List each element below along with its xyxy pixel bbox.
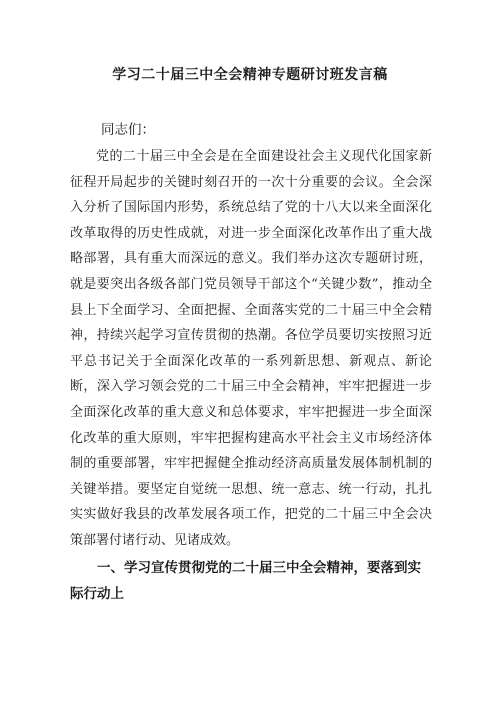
document-title: 学习二十届三中全会精神专题研讨班发言稿: [112, 67, 388, 83]
section-heading: 一、学习宣传贯彻党的二十届三中全会精神，要落到实际行动上: [70, 560, 421, 602]
body-paragraph: 党的二十届三中全会是在全面建设社会主义现代化国家新征程开局起步的关键时刻召开的一次十分重要的会议。全会深入分析了国际国内形势，系统总结了党的十八大以来全面深化改革取得的历史性成就，对进一步全面深化改革作出了重大战略部署，具有重大而深远的意义。我们举办这次专题研讨班，就是要突出各级各部门党员领导干部这个“关键少数”，推动全县上下全面学习、全面把握、全面落实党的二十届三中全会精神，持续兴起学习宣传贯彻的热潮。各位学员要切实按照习近平总书记关于全面深化改革的一系列新思想、新观点、新论断，深入学习领会党的二十届三中全会精神，牢牢把握进一步全面深化改革的重大意义和总体要求，牢牢把握进一步全面深化改革的重大原则，牢牢把握构建高水平社会主义市场经济体制的重要部署，牢牢把握健全推动经济高质量发展体制机制的关键举措。要坚定自觉统一思想、统一意志、统一行动，扎扎实实做好我县的改革发展各项工作，把党的二十届三中全会决策部署付诸行动、见诸成效。: [70, 149, 432, 548]
salutation: 同志们：: [101, 122, 155, 138]
